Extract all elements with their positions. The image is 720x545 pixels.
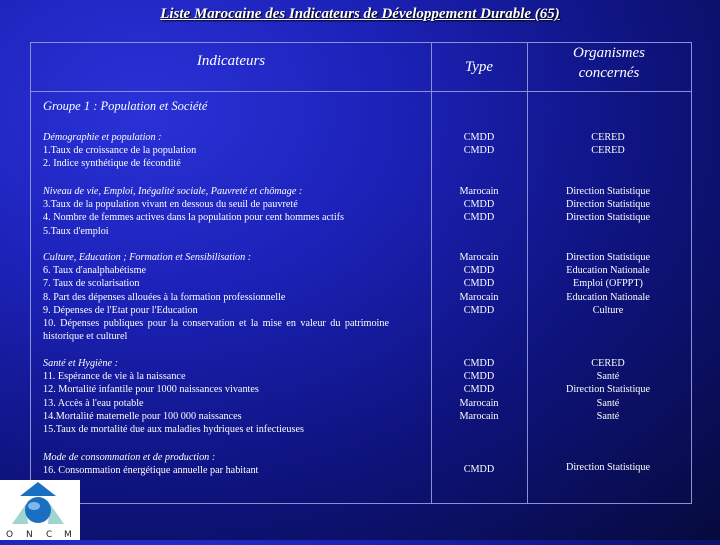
section-heading: Culture, Education ; Formation et Sensibilisation : — [43, 252, 252, 263]
type-value: CMDD — [463, 212, 495, 224]
org-value: CERED — [591, 132, 625, 143]
org-list — [549, 357, 667, 423]
org-value: Santé — [596, 371, 620, 383]
group-title: Groupe 1 : Population et Société — [43, 99, 208, 113]
type-list — [439, 251, 519, 317]
org-value: Direction Statistique — [565, 384, 651, 396]
org-value: Direction Statistique — [565, 252, 651, 263]
org-value: Direction Statistique — [565, 212, 651, 224]
indicator-item: 9. Dépenses de l'Etat pour l'Education — [43, 304, 198, 316]
indicator-item: 16. Consommation énergétique annuelle par habitant — [43, 465, 259, 477]
indicator-item: 15.Taux de mortalité due aux maladies hydriques et infectieuses — [43, 424, 304, 436]
org-value: Santé — [596, 410, 620, 422]
type-value: Marocain — [459, 252, 499, 263]
type-value: Marocain — [459, 397, 499, 409]
type-value: CMDD — [463, 278, 495, 290]
org-list — [549, 131, 667, 157]
logo-letter: M — [64, 530, 72, 540]
indicator-item: 1.Taux de croissance de la population — [43, 145, 197, 157]
type-value: CMDD — [463, 464, 495, 475]
column-divider — [527, 43, 528, 503]
section-heading: Niveau de vie, Emploi, Inégalité sociale, Pauvreté et chômage : — [43, 186, 303, 197]
indicator-item: 3.Taux de la population vivant en dessous du seuil de pauvreté — [43, 199, 298, 211]
indicator-item: 13. Accès à l'eau potable — [43, 397, 144, 409]
indicator-item: 8. Part des dépenses allouées à la formation professionnelle — [43, 291, 286, 303]
type-value: Marocain — [459, 186, 499, 197]
indicator-list — [43, 185, 389, 238]
indicators-table — [30, 42, 692, 504]
section-heading: Santé et Hygiène : — [43, 358, 118, 369]
org-value: Santé — [596, 397, 620, 409]
type-value: CMDD — [463, 199, 495, 211]
type-list — [439, 463, 519, 476]
logo-letter: N — [26, 530, 33, 540]
org-value: Direction Statistique — [565, 199, 651, 211]
indicator-item: 12. Mortalité infantile pour 1000 naissances vivantes — [43, 384, 259, 396]
header-type: Type — [464, 59, 494, 75]
type-value: CMDD — [463, 304, 495, 316]
indicator-item: 5.Taux d'emploi — [43, 225, 109, 237]
indicator-list — [43, 131, 389, 171]
org-value: Education Nationale — [566, 291, 650, 303]
indicator-item: 11. Espérance de vie à la naissance — [43, 371, 186, 383]
indicator-list — [43, 357, 389, 436]
header-divider — [31, 91, 691, 92]
header-organisms — [527, 43, 691, 83]
type-list — [439, 357, 519, 423]
indicator-item: 6. Taux d'analphabétisme — [43, 265, 147, 277]
oncm-emblem-icon — [0, 480, 80, 540]
logo-globe — [25, 497, 51, 523]
org-value: Direction Statistique — [565, 186, 651, 197]
type-value: CMDD — [463, 145, 495, 157]
logo-triangle-top — [20, 482, 56, 496]
org-list — [549, 185, 667, 225]
header-organisms-line1: Organismes — [573, 45, 645, 61]
org-list — [549, 461, 667, 474]
type-value: CMDD — [463, 132, 495, 143]
type-list — [439, 185, 519, 225]
indicator-item: 14.Mortalité maternelle pour 100 000 naissances — [43, 410, 242, 422]
type-value: CMDD — [463, 384, 495, 396]
indicator-item: 7. Taux de scolarisation — [43, 278, 140, 290]
header-organisms-line2: concernés — [578, 65, 640, 81]
indicator-item: 10. Dépenses publiques pour la conservation et la mise en valeur du patrimoine historique et culturel — [43, 318, 389, 343]
org-value: Direction Statistique — [565, 462, 651, 473]
indicator-list — [43, 451, 389, 477]
org-value: CERED — [591, 358, 625, 369]
type-value: CMDD — [463, 265, 495, 277]
logo-letter: O — [6, 530, 14, 540]
logo-globe-highlight — [28, 502, 40, 510]
type-value: CMDD — [463, 358, 495, 369]
org-value: Culture — [592, 304, 624, 316]
page-title: Liste Marocaine des Indicateurs de Développement Durable (65) — [160, 6, 560, 22]
type-value: Marocain — [459, 291, 499, 303]
org-value: Education Nationale — [566, 265, 650, 277]
org-value: Emploi (OFPPT) — [573, 278, 643, 290]
section-heading: Mode de consommation et de production : — [43, 452, 216, 463]
type-value: Marocain — [459, 410, 499, 422]
indicator-item: 2. Indice synthétique de fécondité — [43, 158, 181, 170]
header-indicators: Indicateurs — [196, 53, 266, 69]
logo-letter: C — [46, 530, 53, 540]
oncm-logo — [0, 480, 80, 540]
section-heading: Démographie et population : — [43, 132, 162, 143]
type-list — [439, 131, 519, 157]
indicator-item: 4. Nombre de femmes actives dans la population pour cent hommes actifs — [43, 212, 345, 224]
column-divider — [431, 43, 432, 503]
type-value: CMDD — [463, 371, 495, 383]
org-value: CERED — [591, 145, 625, 157]
indicator-list — [43, 251, 389, 343]
org-list — [549, 251, 667, 317]
